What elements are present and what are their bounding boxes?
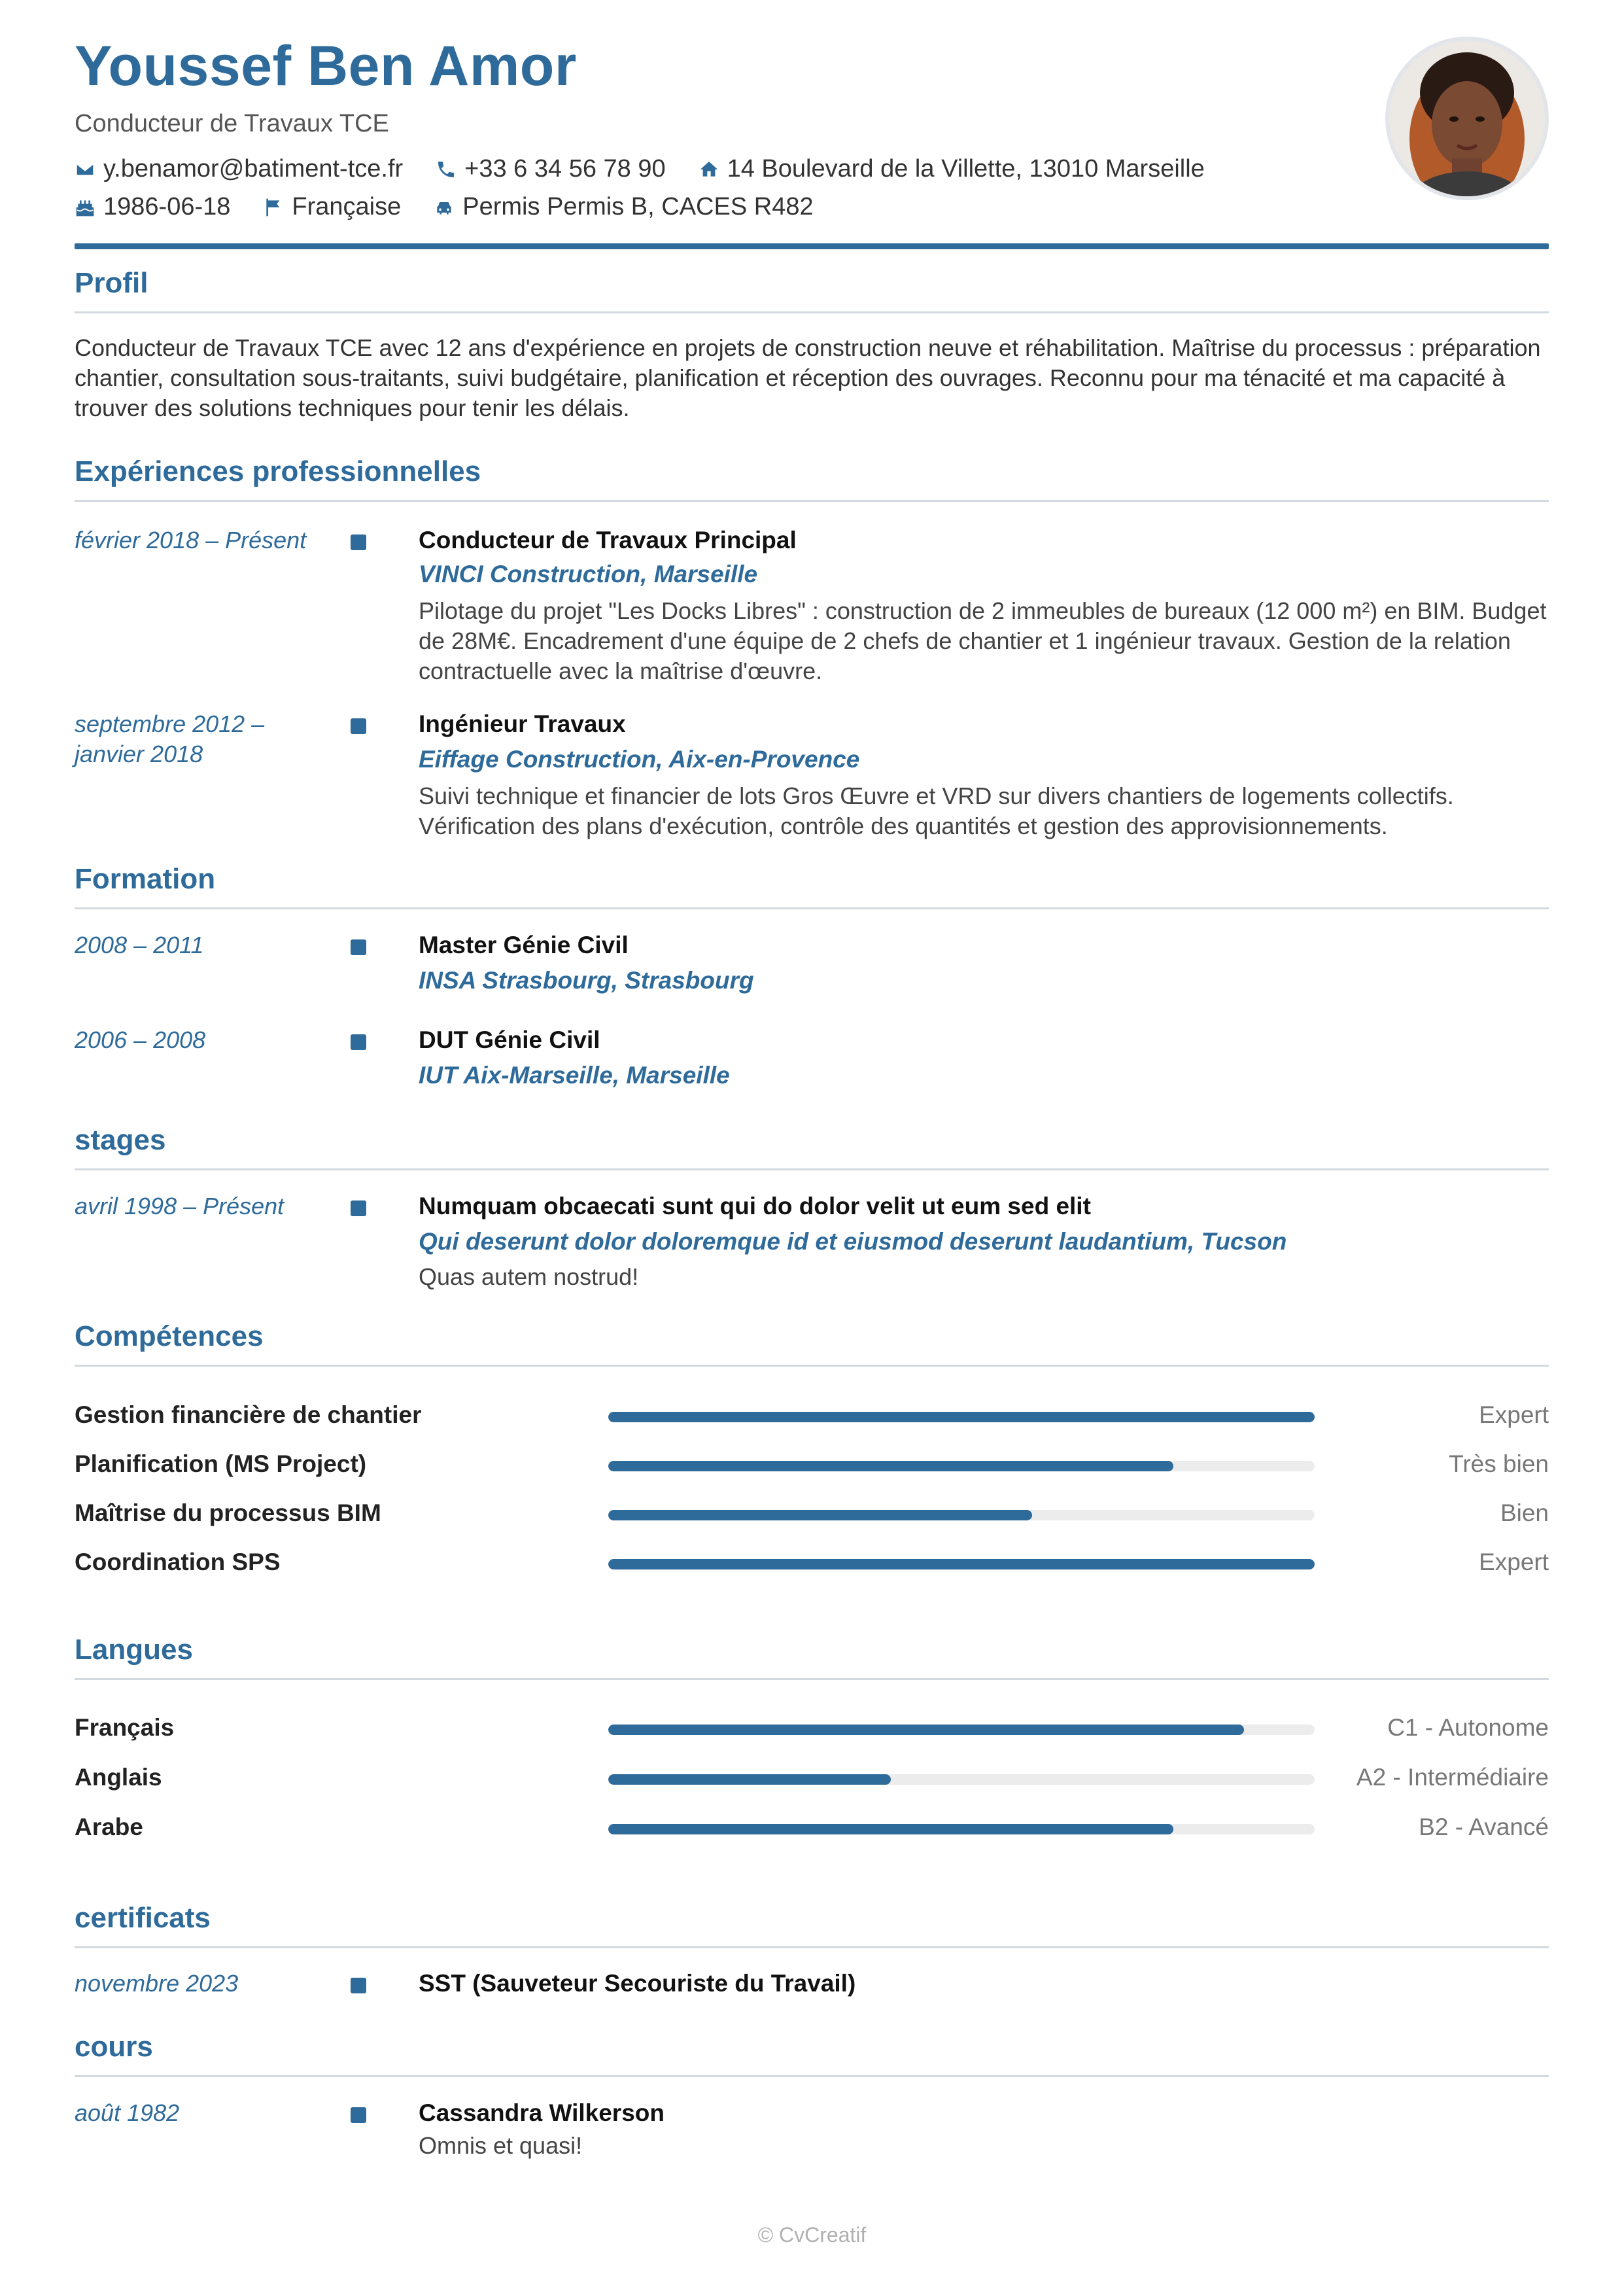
entry-bullet: [351, 718, 366, 734]
section-divider: [75, 500, 1549, 502]
entry-date: novembre 2023: [75, 1970, 239, 1997]
entry-description: Suivi technique et financier de lots Gros Œuvre et VRD sur divers chantiers de logements collectifs. Vérification des plans d'exécution, contrôle des quantités et gestion des approvisionnements.: [419, 782, 1454, 839]
job-title: Conducteur de Travaux TCE: [75, 110, 389, 137]
section-title: cours: [75, 2031, 153, 2063]
entry-title: Numquam obcaecati sunt qui do dolor velit ut eum sed elit: [419, 1193, 1091, 1219]
skill-name: Maîtrise du processus BIM: [75, 1499, 381, 1526]
entry-title: Ingénieur Travaux: [419, 710, 626, 737]
entry-subtitle: VINCI Construction, Marseille: [419, 561, 758, 587]
language-name: Français: [75, 1714, 175, 1741]
entry-bullet: [351, 1034, 366, 1050]
contact-row-2: [75, 193, 846, 221]
entry-subtitle: IUT Aix-Marseille, Marseille: [419, 1062, 730, 1089]
entry-body: [419, 1191, 1549, 1292]
resume-page: [75, 0, 1549, 2159]
section-title: Formation: [75, 863, 216, 895]
level-bar-track: [608, 1461, 1315, 1471]
section-experience: [75, 455, 1549, 502]
skill-level: Très bien: [1449, 1450, 1549, 1477]
entry-title: Conducteur de Travaux Principal: [419, 527, 797, 553]
language-level: C1 - Autonome: [1387, 1714, 1549, 1741]
entry-title: SST (Sauveteur Secouriste du Travail): [419, 1970, 856, 1997]
level-bar-fill: [608, 1725, 1244, 1735]
avatar: [1385, 37, 1549, 200]
level-bar-track: [608, 1559, 1315, 1569]
entry-body: [419, 525, 1549, 686]
entry-subtitle: Eiffage Construction, Aix-en-Provence: [419, 746, 860, 773]
entry-body: [419, 930, 1549, 996]
level-bar-track: [608, 1774, 1315, 1785]
section-title: Expériences professionnelles: [75, 455, 481, 487]
section-title: Langues: [75, 1634, 193, 1666]
entry-subtitle: Qui deserunt dolor doloremque id et eiusmod deserunt laudantium, Tucson: [419, 1228, 1287, 1255]
car-icon: [434, 197, 455, 218]
phone-icon: [436, 159, 457, 180]
profile-text: Conducteur de Travaux TCE avec 12 ans d'expérience en projets de construction neuve et réhabilitation. Maîtrise du processus : préparation chantier, consultation sous-traitants, suivi budgétaire, planification et réception des ouvrages. Reconnu pour ma ténacité et ma capacité à trouver des solutions techniques pour tenir les délais.: [75, 334, 1541, 421]
language-name: Arabe: [75, 1813, 143, 1840]
language-name: Anglais: [75, 1764, 162, 1791]
level-bar-fill: [608, 1774, 891, 1785]
entry-description: Quas autem nostrud!: [419, 1263, 639, 1290]
level-bar-track: [608, 1725, 1315, 1735]
skill-row: [75, 1543, 1549, 1583]
language-row: [75, 1808, 1549, 1848]
section-title: stages: [75, 1124, 166, 1156]
entry-date: 2008 – 2011: [75, 932, 204, 958]
entry-date: avril 1998 – Présent: [75, 1193, 285, 1219]
skill-level: Expert: [1479, 1401, 1549, 1428]
section-divider: [75, 907, 1549, 909]
section-divider: [75, 1365, 1549, 1367]
entry-bullet: [351, 1978, 366, 1993]
entry-title: DUT Génie Civil: [419, 1026, 600, 1053]
phone-text: +33 6 34 56 78 90: [464, 155, 666, 183]
home-icon: [699, 159, 719, 180]
language-level: B2 - Avancé: [1419, 1813, 1549, 1840]
level-bar-fill: [608, 1510, 1032, 1520]
level-bar-fill: [608, 1412, 1315, 1422]
section-courses: [75, 2031, 1549, 2077]
entry-date: août 1982: [75, 2099, 180, 2126]
section-languages: [75, 1634, 1549, 1680]
section-title: Profil: [75, 267, 148, 299]
skill-name: Planification (MS Project): [75, 1450, 367, 1477]
skill-name: Coordination SPS: [75, 1549, 281, 1575]
skill-level: Bien: [1500, 1499, 1549, 1526]
entry-body: [419, 2098, 1549, 2161]
entry-description: Pilotage du projet "Les Docks Libres" : construction de 2 immeubles de bureaux (12 000 m²) en BIM. Budget de 28M€. Encadrement d'une équipe de 2 chefs de chantier et 1 ingénieur travaux. Gestion de la relation contractuelle avec la maîtrise d'œuvre.: [419, 597, 1547, 684]
contact-address: [699, 155, 1205, 183]
contact-phone[interactable]: [436, 155, 665, 183]
contact-license: [434, 193, 813, 221]
candidate-name: Youssef Ben Amor: [75, 35, 577, 97]
language-row: [75, 1709, 1549, 1748]
contact-email[interactable]: [75, 155, 403, 183]
entry-title: Master Génie Civil: [419, 932, 629, 958]
flag-icon: [263, 197, 284, 218]
entry-body: [419, 1025, 1549, 1091]
section-divider: [75, 311, 1549, 313]
skill-row: [75, 1396, 1549, 1435]
license-text: Permis Permis B, CACES R482: [462, 193, 814, 220]
level-bar-track: [608, 1824, 1315, 1834]
entry-bullet: [351, 534, 366, 550]
skill-row: [75, 1445, 1549, 1484]
section-profile: [75, 267, 1549, 423]
level-bar-track: [608, 1412, 1315, 1422]
birthdate-text: 1986-06-18: [103, 193, 231, 220]
language-level: A2 - Intermédiaire: [1356, 1764, 1549, 1791]
level-bar-fill: [608, 1559, 1315, 1569]
entry-bullet: [351, 1200, 366, 1216]
entry-body: [419, 1969, 1549, 1999]
footer-credit: © CvCreatif: [757, 2223, 867, 2247]
language-row: [75, 1759, 1549, 1798]
section-title: certificats: [75, 1902, 211, 1934]
entry-date: 2006 – 2008: [75, 1026, 206, 1053]
section-divider: [75, 1168, 1549, 1170]
section-title: Compétences: [75, 1320, 264, 1352]
resume-header: [75, 0, 1549, 253]
contact-row-1: [75, 155, 1237, 183]
contact-birthdate: [75, 193, 230, 221]
entry-bullet: [351, 939, 366, 955]
header-divider: [75, 243, 1549, 249]
section-divider: [75, 2075, 1549, 2077]
entry-subtitle: INSA Strasbourg, Strasbourg: [419, 967, 754, 994]
address-text: 14 Boulevard de la Villette, 13010 Marseille: [727, 155, 1205, 183]
contact-nationality: [263, 193, 401, 221]
section-education: [75, 863, 1549, 909]
entry-bullet: [351, 2107, 366, 2123]
skill-name: Gestion financière de chantier: [75, 1401, 422, 1428]
cake-icon: [75, 197, 95, 218]
level-bar-track: [608, 1510, 1315, 1520]
email-text: y.benamor@batiment-tce.fr: [103, 155, 404, 183]
nationality-text: Française: [292, 193, 402, 220]
level-bar-fill: [608, 1824, 1173, 1834]
section-skills: [75, 1320, 1549, 1367]
entry-date: septembre 2012 – janvier 2018: [75, 710, 265, 767]
skill-row: [75, 1494, 1549, 1533]
entry-date: février 2018 – Présent: [75, 527, 307, 553]
entry-description: Omnis et quasi!: [419, 2132, 583, 2159]
section-divider: [75, 1678, 1549, 1680]
section-internships: [75, 1124, 1549, 1170]
envelope-icon: [75, 159, 95, 180]
entry-title: Cassandra Wilkerson: [419, 2099, 665, 2126]
skill-level: Expert: [1479, 1549, 1549, 1575]
section-divider: [75, 1946, 1549, 1948]
entry-body: [419, 709, 1549, 841]
level-bar-fill: [608, 1461, 1173, 1471]
section-certificates: [75, 1902, 1549, 1948]
